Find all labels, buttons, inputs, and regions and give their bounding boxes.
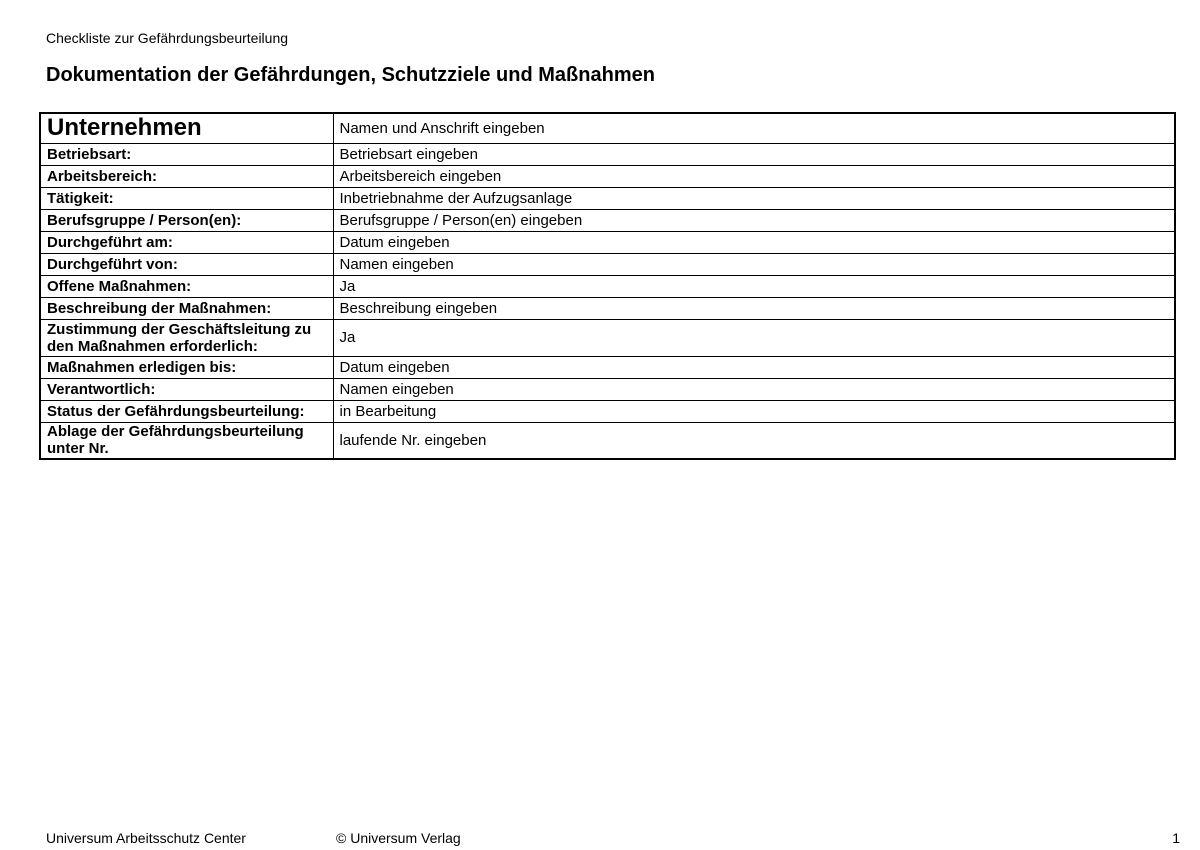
row-label: Status der Gefährdungsbeurteilung: xyxy=(40,400,333,422)
work-area-field[interactable]: Arbeitsbereich eingeben xyxy=(333,165,1175,187)
table-row xyxy=(40,356,1175,378)
performed-by-field[interactable]: Namen eingeben xyxy=(333,253,1175,275)
table-row xyxy=(40,297,1175,319)
footer-publisher-center: Universum Arbeitsschutz Center xyxy=(46,830,246,846)
document-subtitle: Checkliste zur Gefährdungsbeurteilung xyxy=(46,30,289,46)
row-label: Zustimmung der Geschäftsleitung zu den Maßnahmen erforderlich: xyxy=(40,319,333,356)
row-label: Maßnahmen erledigen bis: xyxy=(40,356,333,378)
table-row xyxy=(40,209,1175,231)
page-number: 1 xyxy=(1172,830,1180,846)
activity-field[interactable]: Inbetriebnahme der Aufzugsanlage xyxy=(333,187,1175,209)
assessment-status-field[interactable]: in Bearbeitung xyxy=(333,400,1175,422)
table-row xyxy=(40,400,1175,422)
row-label: Tätigkeit: xyxy=(40,187,333,209)
assessment-info-table xyxy=(39,112,1176,460)
row-label: Beschreibung der Maßnahmen: xyxy=(40,297,333,319)
performed-on-field[interactable]: Datum eingeben xyxy=(333,231,1175,253)
row-label: Durchgeführt von: xyxy=(40,253,333,275)
row-label: Betriebsart: xyxy=(40,143,333,165)
table-row xyxy=(40,275,1175,297)
responsible-person-field[interactable]: Namen eingeben xyxy=(333,378,1175,400)
measures-due-date-field[interactable]: Datum eingeben xyxy=(333,356,1175,378)
company-value-field[interactable]: Namen und Anschrift eingeben xyxy=(333,113,1175,143)
company-label: Unternehmen xyxy=(40,113,333,143)
row-label: Offene Maßnahmen: xyxy=(40,275,333,297)
open-measures-field[interactable]: Ja xyxy=(333,275,1175,297)
row-label: Arbeitsbereich: xyxy=(40,165,333,187)
table-row xyxy=(40,165,1175,187)
table-row-company xyxy=(40,113,1175,143)
table-row xyxy=(40,422,1175,459)
measures-description-field[interactable]: Beschreibung eingeben xyxy=(333,297,1175,319)
table-row xyxy=(40,378,1175,400)
table-row xyxy=(40,319,1175,356)
row-label: Berufsgruppe / Person(en): xyxy=(40,209,333,231)
filing-number-field[interactable]: laufende Nr. eingeben xyxy=(333,422,1175,459)
table-row xyxy=(40,253,1175,275)
table-row xyxy=(40,187,1175,209)
row-label: Ablage der Gefährdungsbeurteilung unter Nr. xyxy=(40,422,333,459)
table-row xyxy=(40,143,1175,165)
page-title: Dokumentation der Gefährdungen, Schutzziele und Maßnahmen xyxy=(46,64,655,86)
occupation-group-field[interactable]: Berufsgruppe / Person(en) eingeben xyxy=(333,209,1175,231)
row-label: Durchgeführt am: xyxy=(40,231,333,253)
footer-copyright: © Universum Verlag xyxy=(336,830,461,846)
row-label: Verantwortlich: xyxy=(40,378,333,400)
table-row xyxy=(40,231,1175,253)
management-approval-field[interactable]: Ja xyxy=(333,319,1175,356)
operation-type-field[interactable]: Betriebsart eingeben xyxy=(333,143,1175,165)
